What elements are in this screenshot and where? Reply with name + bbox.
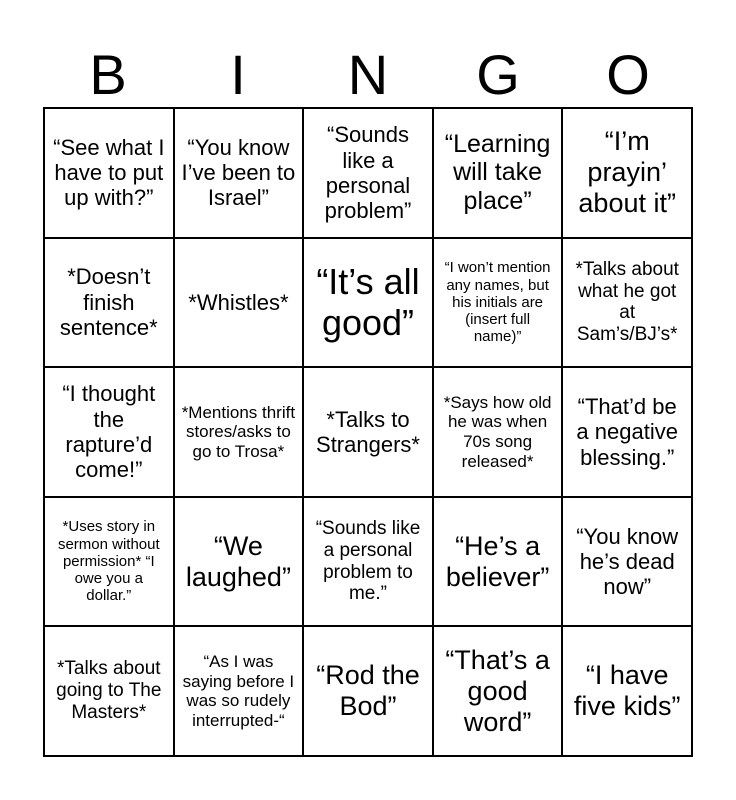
- bingo-cell[interactable]: [433, 108, 563, 238]
- bingo-cell[interactable]: [174, 367, 304, 497]
- bingo-cell[interactable]: [44, 626, 174, 756]
- bingo-cell[interactable]: [303, 108, 433, 238]
- bingo-cell[interactable]: [562, 497, 692, 627]
- cell-text: *Talks to Strangers*: [316, 406, 420, 457]
- bingo-cell[interactable]: [174, 238, 304, 368]
- cell-text: “I have five kids”: [573, 660, 681, 722]
- cell-text: “I won’t mention any names, but his initials are (insert full name)”: [444, 259, 551, 346]
- bingo-cell[interactable]: [44, 367, 174, 497]
- bingo-cell[interactable]: [433, 238, 563, 368]
- header-letter-i: I: [230, 43, 246, 106]
- cell-text: “That’s a good word”: [445, 644, 550, 737]
- cell-text: “It’s all good”: [316, 261, 420, 344]
- cell-text: *Whistles*: [188, 289, 289, 315]
- cell-text: “We laughed”: [185, 530, 291, 592]
- cell-text: “As I was saying before I was so rudely interrupted-“: [182, 652, 295, 730]
- bingo-grid: [43, 107, 693, 757]
- bingo-cell[interactable]: [433, 497, 563, 627]
- bingo-cell[interactable]: [433, 626, 563, 756]
- cell-text: “You know he’s dead now”: [576, 523, 679, 600]
- cell-text: *Doesn’t finish sentence*: [59, 264, 158, 341]
- bingo-cell[interactable]: [303, 497, 433, 627]
- cell-text: “He’s a believer”: [445, 530, 550, 592]
- cell-text: *Mentions thrift stores/asks to go to Trosa*: [181, 402, 296, 461]
- cell-text: “I’m prayin’ about it”: [578, 126, 676, 219]
- header-letter-b: B: [89, 43, 127, 106]
- bingo-cell[interactable]: [433, 367, 563, 497]
- header-letter-o: O: [606, 43, 650, 106]
- cell-text: *Talks about going to The Masters*: [56, 658, 162, 724]
- bingo-cell[interactable]: [562, 626, 692, 756]
- bingo-header: [43, 44, 693, 106]
- bingo-cell[interactable]: [562, 367, 692, 497]
- bingo-cell[interactable]: [303, 367, 433, 497]
- cell-text: “Sounds like a personal problem”: [324, 122, 412, 224]
- bingo-cell[interactable]: [174, 626, 304, 756]
- cell-text: “Rod the Bod”: [316, 660, 420, 722]
- cell-text: “Learning will take place”: [444, 129, 551, 216]
- bingo-cell[interactable]: [174, 497, 304, 627]
- header-letter-n: N: [347, 43, 389, 106]
- cell-text: “That’d be a negative blessing.”: [576, 394, 678, 470]
- bingo-cell[interactable]: [44, 238, 174, 368]
- bingo-cell[interactable]: [44, 497, 174, 627]
- bingo-cell[interactable]: [44, 108, 174, 238]
- cell-text: “You know I’ve been to Israel”: [181, 134, 296, 211]
- cell-text: “See what I have to put up with?”: [53, 134, 165, 211]
- cell-text: *Talks about what he got at Sam’s/BJ’s*: [575, 258, 679, 346]
- bingo-cell[interactable]: [303, 626, 433, 756]
- cell-text: *Uses story in sermon without permission* “I owe you a dollar.”: [57, 518, 160, 605]
- cell-text: *Says how old he was when 70s song released*: [443, 392, 552, 471]
- header-letter-g: G: [476, 43, 520, 106]
- cell-text: “I thought the rapture’d come!”: [62, 381, 156, 483]
- bingo-cell[interactable]: [174, 108, 304, 238]
- bingo-cell[interactable]: [303, 238, 433, 368]
- cell-text: “Sounds like a personal problem to me.”: [315, 517, 421, 605]
- bingo-cell[interactable]: [562, 108, 692, 238]
- bingo-cell[interactable]: [562, 238, 692, 368]
